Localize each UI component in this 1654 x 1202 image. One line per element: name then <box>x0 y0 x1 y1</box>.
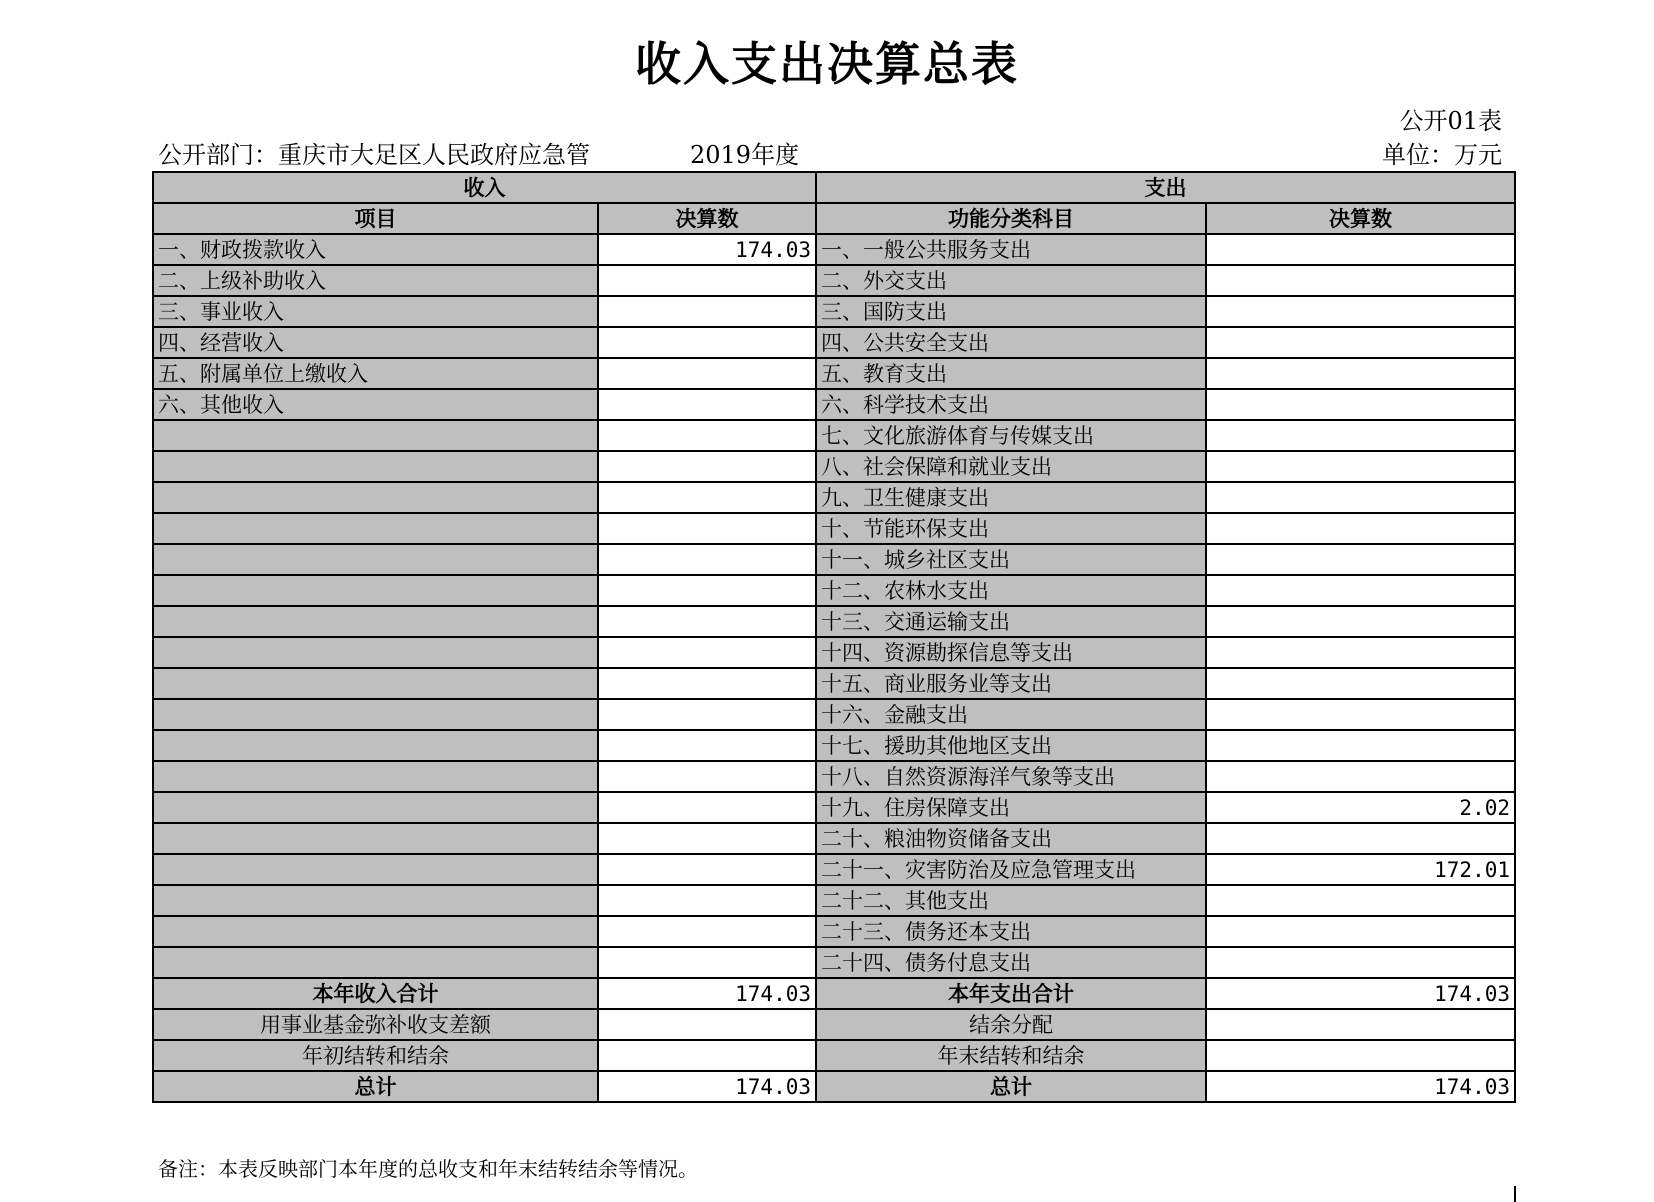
income-amount-cell <box>598 389 816 420</box>
section-header-row <box>153 172 1515 203</box>
income-item-cell <box>153 575 598 606</box>
summary-row <box>153 1071 1515 1102</box>
summary-income-label: 本年收入合计 <box>153 978 598 1009</box>
income-item-cell <box>153 606 598 637</box>
expense-amount-cell <box>1206 947 1515 978</box>
summary-expense-label: 年末结转和结余 <box>816 1040 1206 1071</box>
income-amount-cell <box>598 296 816 327</box>
table-row <box>153 730 1515 761</box>
summary-expense-label: 结余分配 <box>816 1009 1206 1040</box>
expense-item-cell: 六、科学技术支出 <box>816 389 1206 420</box>
expense-amount-cell <box>1206 420 1515 451</box>
expense-amount-cell <box>1206 823 1515 854</box>
income-item-cell <box>153 637 598 668</box>
expense-amount-cell <box>1206 513 1515 544</box>
summary-income-label: 用事业基金弥补收支差额 <box>153 1009 598 1040</box>
expense-amount-cell <box>1206 730 1515 761</box>
income-amount-cell <box>598 699 816 730</box>
income-amount-cell <box>598 823 816 854</box>
table-row <box>153 420 1515 451</box>
expense-item-cell: 十三、交通运输支出 <box>816 606 1206 637</box>
expense-item-cell: 一、一般公共服务支出 <box>816 234 1206 265</box>
income-amount-cell <box>598 358 816 389</box>
income-item-cell <box>153 544 598 575</box>
income-amount-cell <box>598 265 816 296</box>
expense-item-cell: 十八、自然资源海洋气象等支出 <box>816 761 1206 792</box>
income-amount-cell <box>598 637 816 668</box>
summary-expense-amount <box>1206 1040 1515 1071</box>
income-amount-cell <box>598 513 816 544</box>
table-row <box>153 482 1515 513</box>
income-amount-cell <box>598 792 816 823</box>
income-item-cell: 三、事业收入 <box>153 296 598 327</box>
expense-item-cell: 九、卫生健康支出 <box>816 482 1206 513</box>
table-row <box>153 947 1515 978</box>
table-note: 备注：本表反映部门本年度的总收支和年末结转结余等情况。 <box>158 1157 698 1181</box>
summary-expense-amount: 174.03 <box>1206 1071 1515 1102</box>
income-item-cell <box>153 823 598 854</box>
table-row <box>153 451 1515 482</box>
expense-amount-cell <box>1206 358 1515 389</box>
table-row <box>153 792 1515 823</box>
summary-expense-label: 总计 <box>816 1071 1206 1102</box>
expense-item-cell: 四、公共安全支出 <box>816 327 1206 358</box>
expense-item-cell: 十、节能环保支出 <box>816 513 1206 544</box>
expense-item-cell: 二十四、债务付息支出 <box>816 947 1206 978</box>
table-row <box>153 575 1515 606</box>
expense-amount-cell: 2.02 <box>1206 792 1515 823</box>
income-item-cell: 六、其他收入 <box>153 389 598 420</box>
summary-income-label: 年初结转和结余 <box>153 1040 598 1071</box>
table-row <box>153 513 1515 544</box>
department-label: 公开部门：重庆市大足区人民政府应急管 <box>158 141 590 169</box>
income-item-cell: 二、上级补助收入 <box>153 265 598 296</box>
expense-amount-cell <box>1206 451 1515 482</box>
form-number: 公开01表 <box>1399 107 1502 135</box>
table-row <box>153 358 1515 389</box>
income-item-cell <box>153 947 598 978</box>
income-item-cell <box>153 916 598 947</box>
expense-amount-cell <box>1206 265 1515 296</box>
income-section-header: 收入 <box>153 172 816 203</box>
income-amount-cell <box>598 668 816 699</box>
expense-item-cell: 三、国防支出 <box>816 296 1206 327</box>
expense-item-cell: 十九、住房保障支出 <box>816 792 1206 823</box>
income-amount-cell <box>598 730 816 761</box>
income-amount-cell <box>598 854 816 885</box>
table-row <box>153 265 1515 296</box>
budget-table <box>152 171 1516 1103</box>
income-item-cell <box>153 792 598 823</box>
expense-item-cell: 二、外交支出 <box>816 265 1206 296</box>
expense-amount-cell <box>1206 296 1515 327</box>
income-item-cell <box>153 885 598 916</box>
income-item-cell <box>153 699 598 730</box>
table-row <box>153 637 1515 668</box>
expense-section-header: 支出 <box>816 172 1515 203</box>
summary-income-amount <box>598 1009 816 1040</box>
table-row <box>153 668 1515 699</box>
expense-amount-cell <box>1206 761 1515 792</box>
table-row <box>153 916 1515 947</box>
expense-item-cell: 十六、金融支出 <box>816 699 1206 730</box>
summary-income-label: 总计 <box>153 1071 598 1102</box>
summary-expense-amount <box>1206 1009 1515 1040</box>
income-item-cell: 五、附属单位上缴收入 <box>153 358 598 389</box>
summary-row <box>153 1040 1515 1071</box>
income-item-cell <box>153 420 598 451</box>
table-row <box>153 234 1515 265</box>
income-amount-cell <box>598 761 816 792</box>
table-row <box>153 823 1515 854</box>
income-item-cell <box>153 451 598 482</box>
expense-item-cell: 十二、农林水支出 <box>816 575 1206 606</box>
income-item-cell <box>153 854 598 885</box>
table-row <box>153 296 1515 327</box>
summary-income-amount <box>598 1040 816 1071</box>
summary-expense-label: 本年支出合计 <box>816 978 1206 1009</box>
page-edge-mark <box>1514 1186 1516 1202</box>
expense-amount-cell <box>1206 482 1515 513</box>
expense-item-cell: 七、文化旅游体育与传媒支出 <box>816 420 1206 451</box>
expense-amount-cell <box>1206 389 1515 420</box>
income-amount-cell <box>598 327 816 358</box>
income-amount-cell <box>598 575 816 606</box>
fiscal-year: 2019年度 <box>690 141 800 169</box>
column-header-function: 功能分类科目 <box>816 203 1206 234</box>
table-row <box>153 699 1515 730</box>
table-row <box>153 389 1515 420</box>
expense-amount-cell: 172.01 <box>1206 854 1515 885</box>
unit-label: 单位：万元 <box>1382 141 1502 169</box>
expense-amount-cell <box>1206 637 1515 668</box>
income-amount-cell <box>598 544 816 575</box>
income-item-cell: 四、经营收入 <box>153 327 598 358</box>
summary-row <box>153 978 1515 1009</box>
summary-income-amount: 174.03 <box>598 1071 816 1102</box>
table-row <box>153 606 1515 637</box>
expense-item-cell: 十七、援助其他地区支出 <box>816 730 1206 761</box>
income-item-cell <box>153 482 598 513</box>
summary-income-amount: 174.03 <box>598 978 816 1009</box>
summary-row <box>153 1009 1515 1040</box>
page-title: 收入支出决算总表 <box>635 37 1019 91</box>
income-item-cell: 一、财政拨款收入 <box>153 234 598 265</box>
expense-item-cell: 二十、粮油物资储备支出 <box>816 823 1206 854</box>
expense-item-cell: 十四、资源勘探信息等支出 <box>816 637 1206 668</box>
expense-item-cell: 十一、城乡社区支出 <box>816 544 1206 575</box>
expense-amount-cell <box>1206 699 1515 730</box>
income-amount-cell <box>598 420 816 451</box>
income-item-cell <box>153 761 598 792</box>
income-amount-cell <box>598 885 816 916</box>
expense-amount-cell <box>1206 234 1515 265</box>
income-item-cell <box>153 730 598 761</box>
table-row <box>153 327 1515 358</box>
table-row <box>153 544 1515 575</box>
expense-item-cell: 八、社会保障和就业支出 <box>816 451 1206 482</box>
expense-item-cell: 二十一、灾害防治及应急管理支出 <box>816 854 1206 885</box>
income-amount-cell <box>598 482 816 513</box>
expense-item-cell: 二十三、债务还本支出 <box>816 916 1206 947</box>
expense-item-cell: 五、教育支出 <box>816 358 1206 389</box>
income-item-cell <box>153 513 598 544</box>
expense-item-cell: 十五、商业服务业等支出 <box>816 668 1206 699</box>
expense-amount-cell <box>1206 606 1515 637</box>
expense-amount-cell <box>1206 327 1515 358</box>
income-amount-cell <box>598 451 816 482</box>
income-amount-cell <box>598 916 816 947</box>
expense-amount-cell <box>1206 544 1515 575</box>
column-header-row <box>153 203 1515 234</box>
table-row <box>153 761 1515 792</box>
income-amount-cell <box>598 947 816 978</box>
column-header-item: 项目 <box>153 203 598 234</box>
expense-amount-cell <box>1206 668 1515 699</box>
summary-expense-amount: 174.03 <box>1206 978 1515 1009</box>
table-row <box>153 885 1515 916</box>
expense-item-cell: 二十二、其他支出 <box>816 885 1206 916</box>
column-header-amount-2: 决算数 <box>1206 203 1515 234</box>
income-amount-cell <box>598 606 816 637</box>
income-amount-cell: 174.03 <box>598 234 816 265</box>
table-row <box>153 854 1515 885</box>
expense-amount-cell <box>1206 575 1515 606</box>
expense-amount-cell <box>1206 885 1515 916</box>
income-item-cell <box>153 668 598 699</box>
expense-amount-cell <box>1206 916 1515 947</box>
column-header-amount: 决算数 <box>598 203 816 234</box>
